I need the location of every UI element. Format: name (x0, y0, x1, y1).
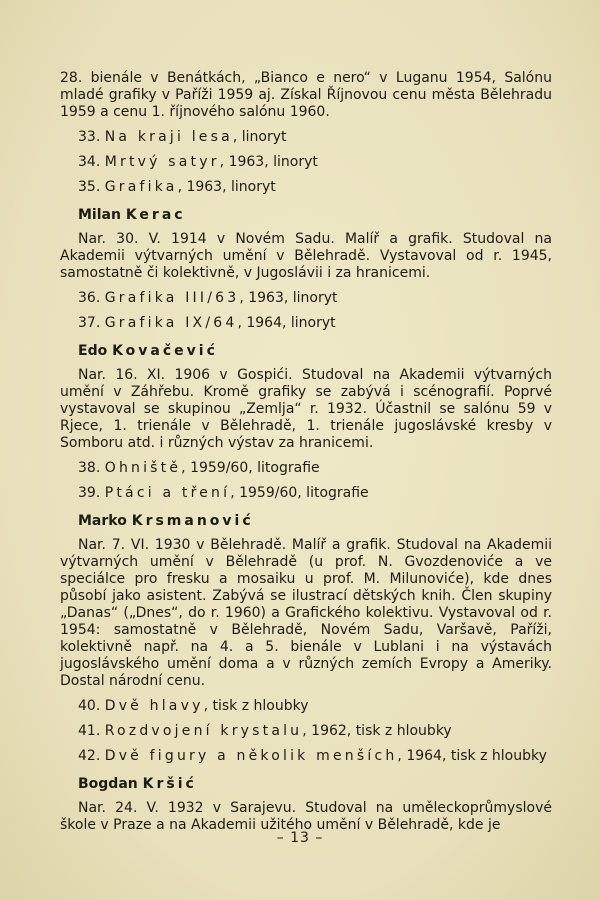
artist-bio: Nar. 7. VI. 1930 v Bělehradě. Malíř a grafik. Studoval na Akademii výtvarných umění v Bělehradě (u prof. N. Gvozdenoviće a ve speciálce pro fresku a mosaiku u prof. M. Milunoviće), kde dnes působí jako asistent. Zabývá se ilustrací dětských knih. Člen skupiny „Danas“ („Dnes“, do r. 1960) a Grafického kolektivu. Vystavoval od r. 1954: samostatně v Bělehradě, Novém Sadu, Varšavě, Paříži, kolektivně např. na 4. a 5. bienále v Lublani i na výstavách jugoslávského umění doma a v různých zemích Evropy a Ameriky. Dostal národní cenu. (60, 537, 552, 689)
work-item: 41. Rozdvojení krystalu, 1962, tisk z hloubky (78, 723, 452, 739)
artist-heading: Marko Krsmanović (78, 513, 254, 529)
work-title: Rozdvojení krystalu (104, 723, 303, 739)
work-item: 39. Ptáci a tření, 1959/60, litografie (78, 485, 369, 501)
artist-bio: Nar. 16. XI. 1906 v Gospići. Studoval na Akademii výtvarných umění v Záhřebu. Kromě grafiky se zabývá i scénografií. Poprvé vystavoval se skupinou „Zemlja“ r. 1932. Účastnil se salónu 59 v Rjece, 1. trienále v Bělehradě, 1. trienále jugoslávské kresby v Somboru atd. i různých výstav za hranicemi. (60, 367, 552, 451)
artist-heading: Bogdan Kršić (78, 776, 197, 792)
work-title: Dvě figury a několik menších (104, 748, 398, 764)
work-title: Mrtvý satyr (104, 154, 220, 170)
work-title: Grafika IX/64 (104, 315, 238, 331)
artist-bio: Nar. 24. V. 1932 v Sarajevu. Studoval na uměleckoprůmyslové škole v Praze a na Akademii užitého umění v Bělehradě, kde je (60, 800, 552, 833)
work-title: Grafika (104, 179, 178, 195)
work-item: 38. Ohniště, 1959/60, litografie (78, 460, 320, 476)
works-list-top (60, 129, 552, 196)
work-item: 37. Grafika IX/64, 1964, linoryt (78, 315, 336, 331)
artist-bio: Nar. 30. V. 1914 v Novém Sadu. Malíř a grafik. Studoval na Akademii výtvarných umění v Bělehradě. Vystavoval od r. 1945, samostatně či kolektivně, v Jugoslávii i za hranicemi. (60, 231, 552, 281)
page-number: – 13 – (276, 830, 324, 846)
work-item: 35. Grafika, 1963, linoryt (78, 179, 276, 195)
work-item: 34. Mrtvý satyr, 1963, linoryt (78, 154, 318, 170)
work-title: Dvě hlavy (104, 698, 204, 714)
work-item: 33. Na kraji lesa, linoryt (78, 129, 287, 145)
intro-paragraph: 28. bienále v Benátkách, „Bianco e nero“ v Luganu 1954, Salónu mladé grafiky v Paříži 1959 aj. Získal Říjnovou cenu města Bělehradu 1959 a cenu 1. říjnového salónu 1960. (60, 70, 552, 120)
work-item: 42. Dvě figury a několik menších, 1964, tisk z hloubky (78, 748, 547, 764)
work-title: Na kraji lesa (104, 129, 233, 145)
work-title: Ptáci a tření (104, 485, 231, 501)
work-title: Grafika III/63 (104, 290, 240, 306)
work-item: 36. Grafika III/63, 1963, linoryt (78, 290, 338, 306)
work-title: Ohniště (104, 460, 182, 476)
artist-heading: Edo Kovačević (78, 343, 218, 359)
work-item: 40. Dvě hlavy, tisk z hloubky (78, 698, 309, 714)
artist-heading: Milan Kerac (78, 207, 186, 223)
